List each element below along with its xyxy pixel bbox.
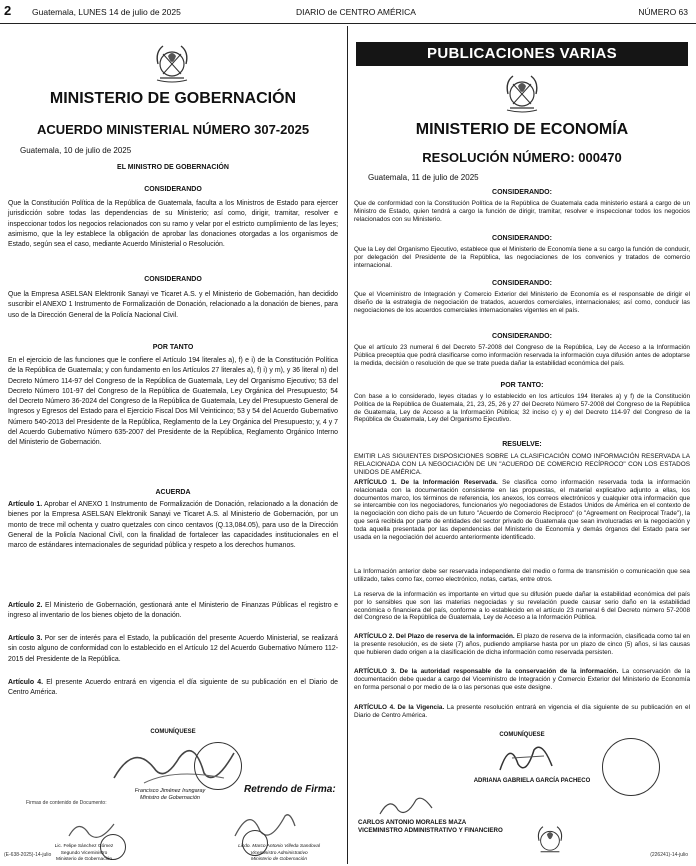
left-signer-role: Segundo Viceministro [60,850,108,856]
article-4-label: Artículo 4. [8,679,43,686]
signer-2-role: VICEMINISTRO ADMINISTRATIVO Y FINANCIERO [358,826,503,834]
por-tanto-heading: POR TANTO [152,344,194,351]
article-4-label: ARTÍCULO 4. De la Vigencia. [354,704,445,711]
right-signer-name: Licdo. Marco Antonio Villeda Sandoval [238,844,320,849]
article-3-text: Por ser de interés para el Estado, la publicación del presente Acuerdo Ministerial, se realizará sin costo alguno de conformidad con lo establecido en el Artículo 12 del Acuerdo Gubernativo Número 112-2015 del Presidente de la República. [8,635,338,663]
considerando-1-text: Que de conformidad con la Constitución Política de la República de Guatemala cada ministerio estará a cargo de un Ministro de Estado, quien tendrá a cargo la función de dirigir, tramitar, resolver e inspeccionar todos los negocios relacionados con su Ministerio. [354,200,690,223]
considerando-heading: CONSIDERANDO: [492,280,552,287]
right-signer-role: Viceministro Administrativo [250,850,308,856]
article-1-text: Se clasifica como información reservada toda la información relacionada con la documentación consistente en las propuestas, el material explicativo adjunto a ellas, los documentos marco, los términos de referencia, los anexos, los correos electrónicos y cualquier otra información que se intercambie con los negociadores, funcionarios y/o negociadores de Estados Unidos de América en el contexto de la negociación con dicho país de un futuro "Acuerdo de Comercio Recíproco" (o "Agreement on Reciprocal Trade"), la que será recibida por parte de entidades del sector privado de Guatemala que sean involucradas en la negociación y toda aquella presentada por las dependencias del Ministerio de Economía y demás órganos del Estado para ser usada en la negociación del acuerdo anteriormente identificado. [354,479,690,541]
article-4-text: La presente resolución entrará en vigencia el día siguiente de su publicación en el Diario de Centro América. [354,704,690,719]
signer-1-name: ADRIANA GABRIELA GARCÍA PACHECO [473,778,591,784]
article-3-label: Artículo 3. [8,635,43,642]
article-1-paragraph-2: La Información anterior debe ser reservada independiente del medio o forma de transmisión o comunicación que sea utilizado, tales como fax, correo electrónico, notas, cartas, entre otros. [354,568,690,583]
guatemala-coat-of-arms-icon [499,70,545,116]
por-tanto-heading: POR TANTO: [500,382,544,389]
publication-name: DIARIO de CENTRO AMÉRICA [296,7,416,17]
signature-scribble-icon [376,794,436,820]
considerando-heading: CONSIDERANDO [144,276,202,283]
authority-line: EL MINISTRO DE GOBERNACIÓN [117,164,229,171]
acuerdo-title: ACUERDO MINISTERIAL NÚMERO 307-2025 [36,122,310,137]
signature-scribble-icon [492,738,562,778]
page-header [0,0,696,24]
considerando-heading: CONSIDERANDO: [492,235,552,242]
article-2-label: ARTÍCULO 2. Del Plazo de reserva de la información. [354,633,515,640]
issue-number: NÚMERO 63 [638,7,688,17]
ministry-stamp-icon [602,738,660,796]
article-1-paragraph-3: La reserva de la información es importante en virtud que su difusión puede dañar la estabilidad económica del país por lo sensibles que son las materias negociadas y su revelación puede causar serio daño en la estabilidad económica o financiera del país, conforme a lo establecido en el artículo 23 numeral 6 del Decreto número 57-2008 del Congreso de la República de Guatemala, Ley de Acceso a la Información Pública. [354,591,690,622]
considerando-4-text: Que el artículo 23 numeral 6 del Decreto 57-2008 del Congreso de la República, Ley de Acceso a la Información Pública preceptúa que podrá clasificarse como información reservada la información cuya difusión antes de adoptarse la medida, decisión o resolución de que se trate pueda dañar la estabilidad económica del país. [354,344,690,367]
right-column [352,26,692,866]
retrendo-firma: Retrendo de Firma: [244,784,336,795]
main-signer-name: Francisco Jiménez Irungaray [134,788,206,794]
resolucion-title: RESOLUCIÓN NÚMERO: 000470 [422,150,622,165]
article-4 [8,678,338,699]
right-signer-role2: Ministerio de Gobernación [251,857,307,862]
considerando-1-text: Que la Constitución Política de la República de Guatemala, faculta a los Ministros de Estado para ejercer jurisdicción sobre todas las dependencias de su Ministerio; así como, dirigir, tramitar, resolver e inspeccionar todos los negocios relacionados con su ramo y velar por el estricto cumplimiento de las leyes; asimismo, que la ley establece la obligación de aprobar las donaciones otorgadas a los organismos de Estado, según sea el caso, mediante Acuerdo Ministerial o Resolución. [8,200,338,249]
article-4-text: El presente Acuerdo entrará en vigencia el día siguiente de su publicación en el Diario de Centro América. [8,679,338,697]
article-1 [8,500,338,551]
left-caption: Firmas de contenido de Documento: [26,800,107,806]
article-1-label: Artículo 1. [8,501,43,508]
ministry-stamp-icon [194,742,242,790]
left-signer-role2: Ministerio de Gobernación [56,857,112,862]
ministry-title: MINISTERIO DE GOBERNACIÓN [49,90,297,107]
article-4 [354,704,690,720]
page-number: 2 [4,3,12,18]
left-column [4,26,342,866]
section-banner: PUBLICACIONES VARIAS [356,42,688,66]
por-tanto-text: Con base a lo considerado, leyes citadas y lo establecido en los artículos 194 literales a) y f) de la Constitución Política de la República de Guatemala, 21, 23, 25, 26 y 27 del Decreto Número 57-2008 del Congreso de la República de Guatemala, Ley de Acceso a la Información Pública; 32 inciso c) y e) del Decreto 114-97 del Congreso de la República de Guatemala, Ley del Organismo Ejecutivo. [354,393,690,424]
acuerdo-date: Guatemala, 10 de julio de 2025 [20,146,132,155]
resuelve-heading: RESUELVE: [502,441,542,448]
article-2-text: El plazo de reserva de la información, clasificada como tal en la presente resolución, es de siete (7) años, pudiendo ampliarse hasta por un plazo de cinco (5) años, si las causas que hubieren dado origen a la clasificación de dicha información como reservada persisten. [354,633,690,656]
article-1-text: Aprobar el ANEXO 1 Instrumento de Formalización de Donación, relacionado a la donación de bienes por la Empresa ASELSAN Elektronik Sanayi ve Ticaret A.S. al Ministerio de Gobernación, por un monto de trece mil ochenta y cuatro quetzales con cinco centavos (Q.13,084.05), para uso de la Dirección General de la Policía Nacional Civil, con la finalidad de fortalecer las capacidades institucionales en el marco de estándares internacionales de seguridad pública y respeto a los derechos humanos. [8,501,338,550]
article-3-text: La conservación de la documentación debe quedar a cargo del Viceministro de Integración y Comercio Exterior del Ministerio de Economía en forma personal o por medio de la o las personas que este designe. [354,668,691,691]
main-signer-role: Ministro de Gobernación [140,794,200,801]
acuerda-heading: ACUERDA [155,489,191,496]
signer-2 [358,819,558,834]
guatemala-coat-of-arms-icon [149,40,195,86]
article-1-label: ARTÍCULO 1. De la Información Reservada. [354,479,498,486]
article-2-label: Artículo 2. [8,602,43,609]
resolucion-date: Guatemala, 11 de julio de 2025 [368,173,479,182]
ministry-title: MINISTERIO DE ECONOMÍA [415,121,629,138]
article-1 [354,479,690,541]
guatemala-coat-of-arms-icon [532,822,568,858]
column-divider [347,26,348,864]
comuniquese-left: COMUNÍQUESE [150,729,196,735]
considerando-heading: CONSIDERANDO: [492,189,552,196]
article-3-label: ARTÍCULO 3. De la autoridad responsable de la conservación de la información. [354,668,619,675]
header-date: Guatemala, LUNES 14 de julio de 2025 [32,7,181,17]
right-footer-code: (226241)-14-julio [650,852,688,858]
considerando-3-text: Que el Viceministro de Integración y Comercio Exterior del Ministerio de Economía es el responsable de dirigir el diseño de la estrategia de negociación de tratados, acuerdos comerciales, internacionales; así como, conducir las negociaciones de los acuerdos comerciales internacionales vigentes en el país. [354,291,690,314]
considerando-heading: CONSIDERANDO [144,186,202,193]
article-2-text: El Ministerio de Gobernación, gestionará ante el Ministerio de Finanzas Públicas el registro e ingreso al inventario de los bienes objeto de la donación. [8,602,338,620]
main-signer [100,788,240,801]
por-tanto-text: En el ejercicio de las funciones que le confiere el Artículo 194 literales a), f) e i) de la Constitución Política de la República de Guatemala; y con fundamento en los Artículos 27 literales a), f) i) y m), y 36 literal n) del Decreto Número 114-97 del Congreso de la República de Guatemala, Ley del Organismo Ejecutivo; 53 del Decreto Número 101-97 del Congreso de la República de Guatemala, Ley Orgánica del Presupuesto; 54 del Decreto Número 36-2024 del Congreso de la República de Guatemala, Ley del Presupuesto General de Ingresos y Egresos del Estado para el Ejercicio Fiscal Dos Mil Veinticinco; 53 y 54 del Acuerdo Gubernativo Número 540-2013 del Presidente de la República, Reglamento de la Ley Orgánica del Presupuesto; y, 4 y 7 del Acuerdo Gubernativo Número 635-2007 del Presidente de la República, Reglamento Orgánico Interno del Ministerio de Gobernación. [8,357,338,447]
considerando-2-text: Que la Empresa ASELSAN Elektronik Sanayi ve Ticaret A.S. y el Ministerio de Gobernación, han decidido suscribir el ANEXO 1 Instrumento de Formalización de Donación, relacionado a la donación de bienes, para uso de la Dirección General de la Policía Nacional Civil. [8,291,338,319]
article-2 [354,633,690,656]
article-2 [8,601,338,622]
right-signer [224,844,334,864]
comuniquese-right: COMUNÍQUESE [499,732,545,738]
signer-2-name: CARLOS ANTONIO MORALES MAZA [358,819,467,826]
article-3 [8,634,338,665]
left-footer-code: (E-638-2025)-14-julio [4,852,52,858]
considerando-2-text: Que la Ley del Organismo Ejecutivo, establece que el Ministerio de Economía tiene a su cargo la función de conducir, por delegación del Presidente de la República, las negociaciones de los convenios y tratados de comercio internacional. [354,246,690,269]
considerando-heading: CONSIDERANDO: [492,333,552,340]
left-signer-name: Lic. Felipe Sánchez Gómez [54,844,114,849]
article-3 [354,668,690,691]
resuelve-intro: EMITIR LAS SIGUIENTES DISPOSICIONES SOBRE LA CLASIFICACIÓN COMO INFORMACIÓN RESERVADA LA RELACIONADA CON LA NEGOCIACIÓN DE UN "ACUERDO DE COMERCIO RECÍPROCO" CON LOS ESTADOS UNIDOS DE AMÉRICA. [354,453,690,476]
